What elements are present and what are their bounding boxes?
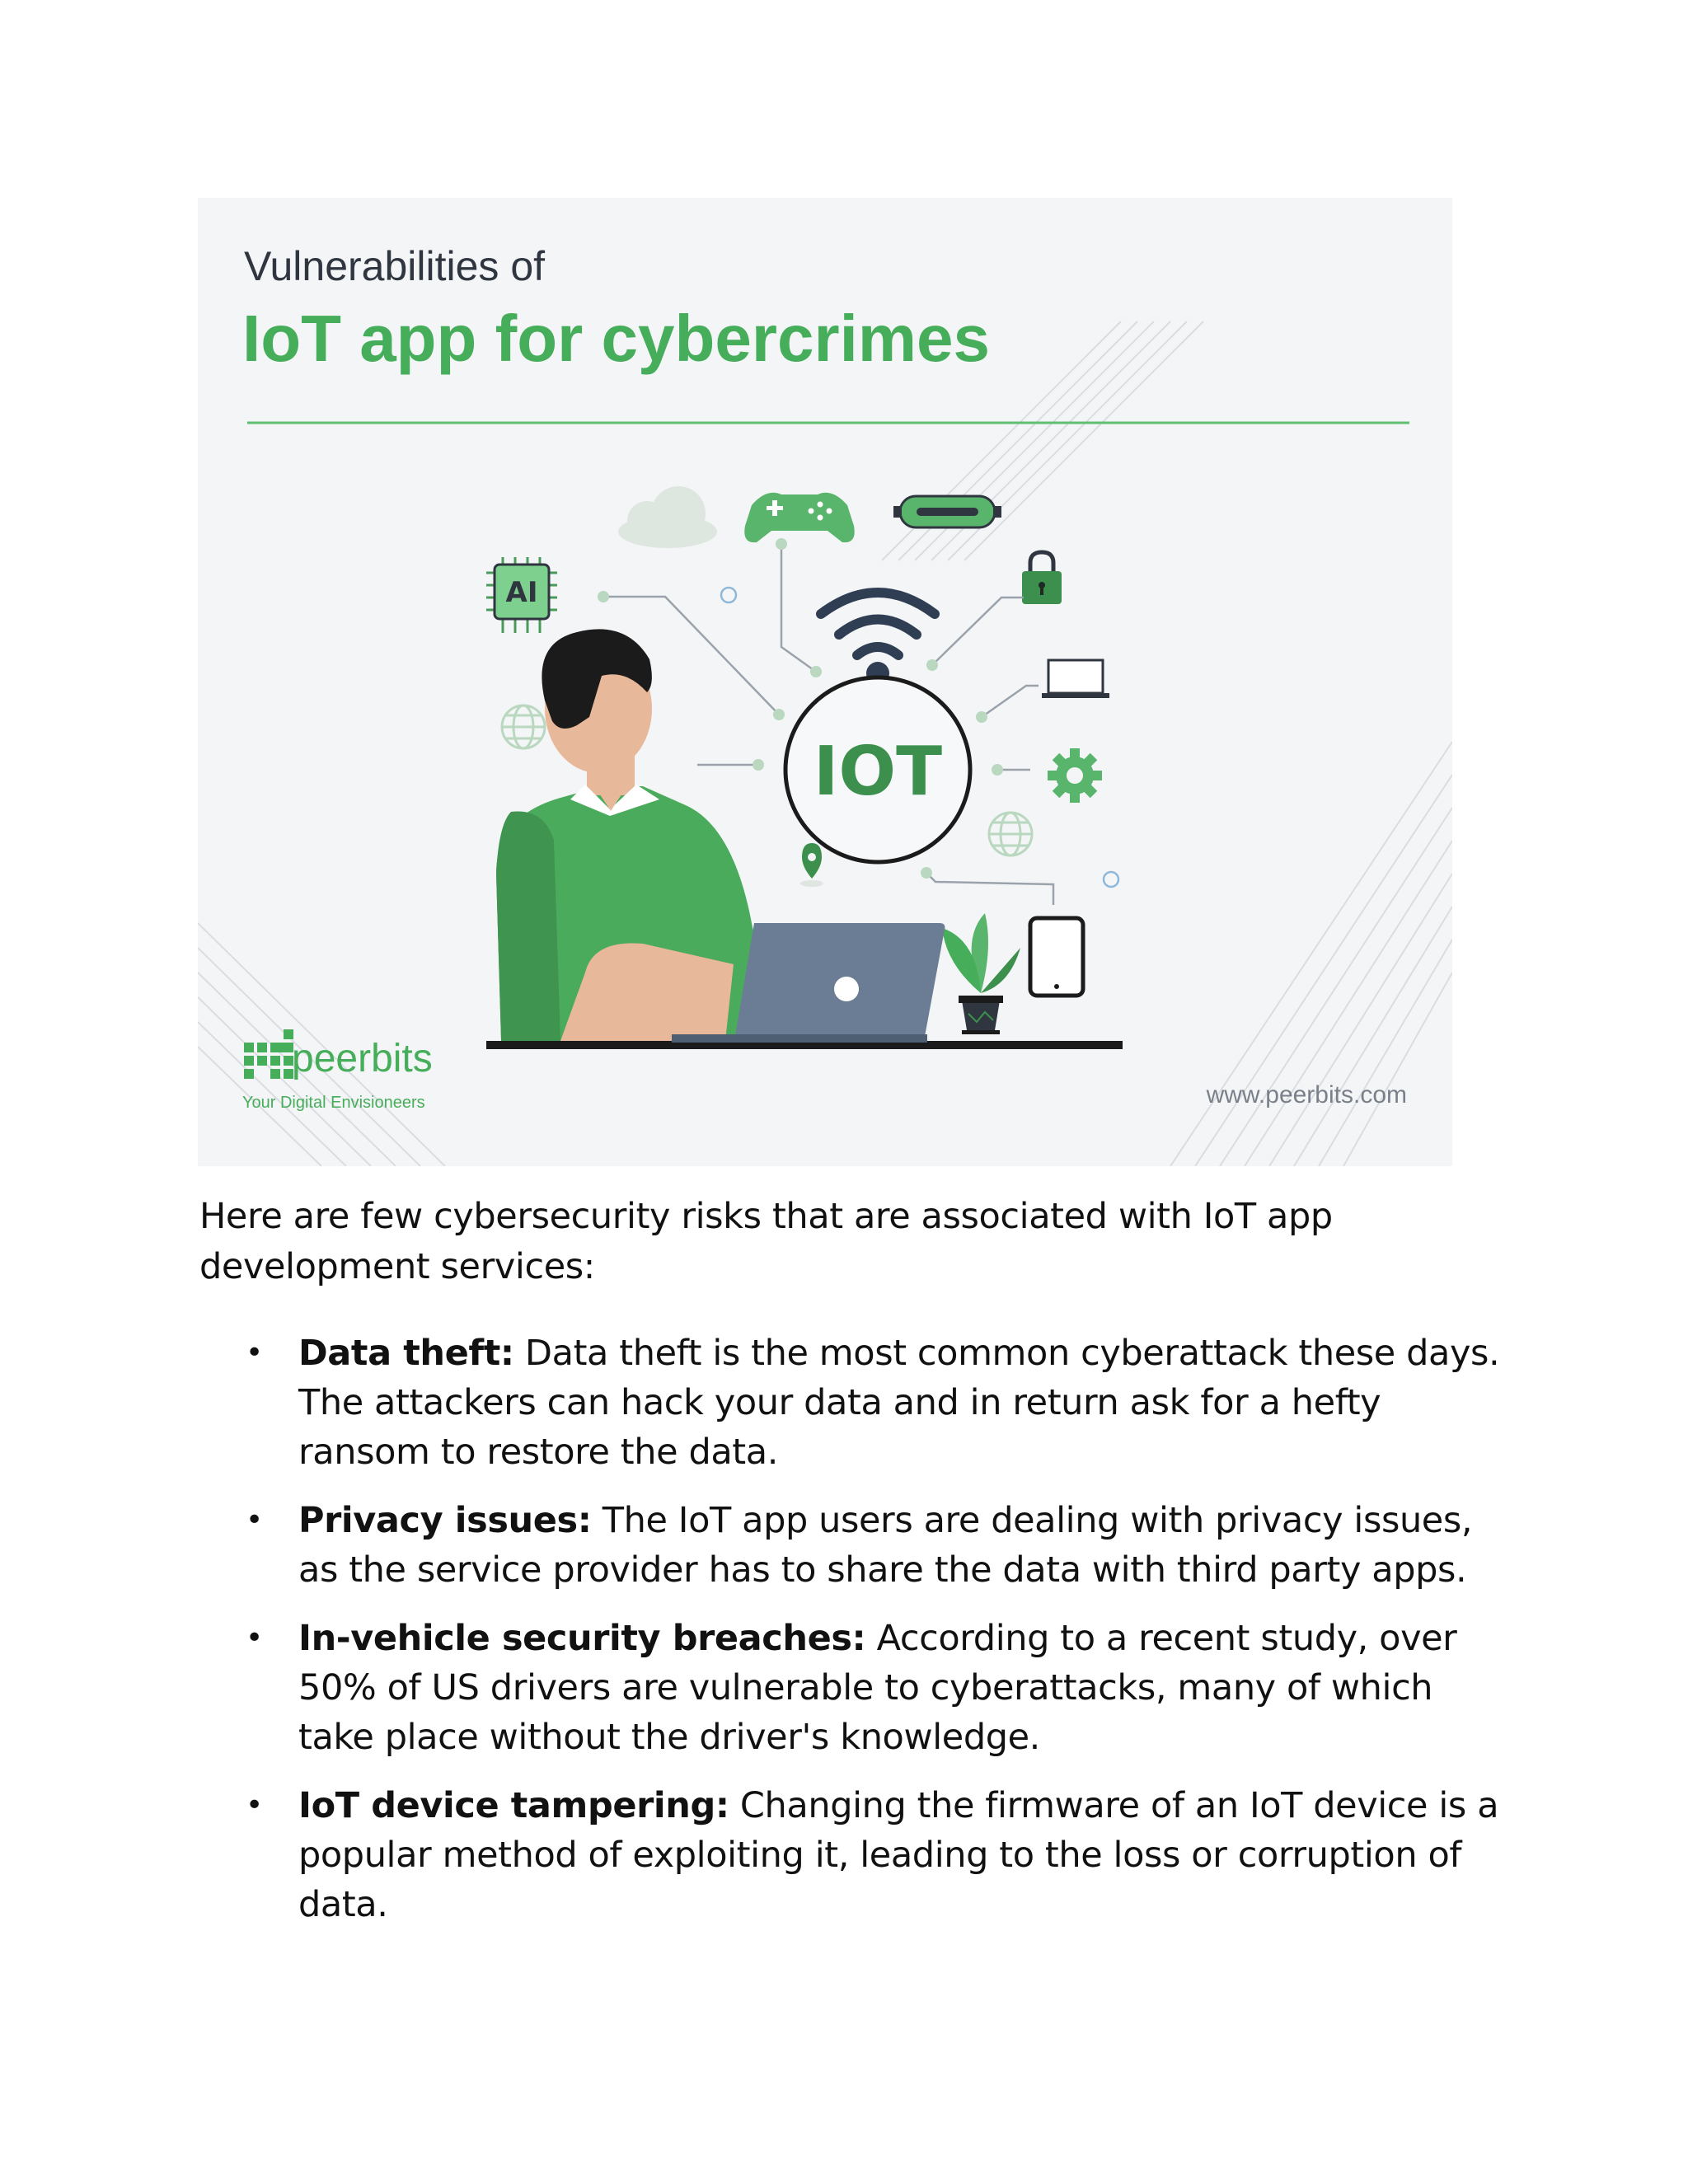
risk-description: Changing the firmware of an IoT device is a popular method of exploiting it, leading to the loss or corruption of data.	[298, 1785, 1499, 1925]
bullet-icon: •	[246, 1788, 263, 1822]
bullet-icon: •	[246, 1336, 263, 1370]
risk-title: Data theft:	[298, 1333, 514, 1374]
bullet-icon: •	[246, 1503, 263, 1537]
ai-chip-label: AI	[505, 576, 538, 609]
list-item	[199, 1496, 1502, 1595]
brand-name: peerbits	[292, 1037, 433, 1080]
risk-list	[199, 1329, 1502, 1948]
intro-paragraph: Here are few cybersecurity risks that are associated with IoT app development services:	[199, 1196, 1333, 1287]
risk-description: The IoT app users are dealing with privacy issues, as the service provider has to share the data with third party apps.	[298, 1500, 1473, 1591]
brand-tagline: Your Digital Envisioneers	[242, 1094, 425, 1112]
list-item	[199, 1614, 1502, 1762]
laptop-icon	[1042, 660, 1109, 698]
list-item	[199, 1781, 1502, 1929]
list-item	[199, 1329, 1502, 1477]
risk-title: In-vehicle security breaches:	[298, 1618, 866, 1659]
website-url: www.peerbits.com	[1206, 1081, 1407, 1108]
iot-vulnerabilities-infographic	[198, 198, 1452, 1166]
infographic-title: IoT app for cybercrimes	[242, 302, 990, 375]
iot-label: IOT	[813, 733, 943, 811]
risk-title: Privacy issues:	[298, 1500, 592, 1541]
risk-description: According to a recent study, over 50% of US drivers are vulnerable to cyberattacks, many of which take place without the driver's knowledge.	[298, 1618, 1457, 1758]
bullet-icon: •	[246, 1621, 263, 1655]
vr-headset-icon	[893, 496, 1001, 527]
infographic-canvas	[198, 198, 1452, 1166]
infographic-subtitle: Vulnerabilities of	[244, 243, 546, 289]
tablet-icon	[1030, 918, 1083, 996]
risk-description: Data theft is the most common cyberattack these days. The attackers can hack your data and in return ask for a hefty ransom to restore the data.	[298, 1333, 1500, 1473]
risk-title: IoT device tampering:	[298, 1785, 729, 1826]
